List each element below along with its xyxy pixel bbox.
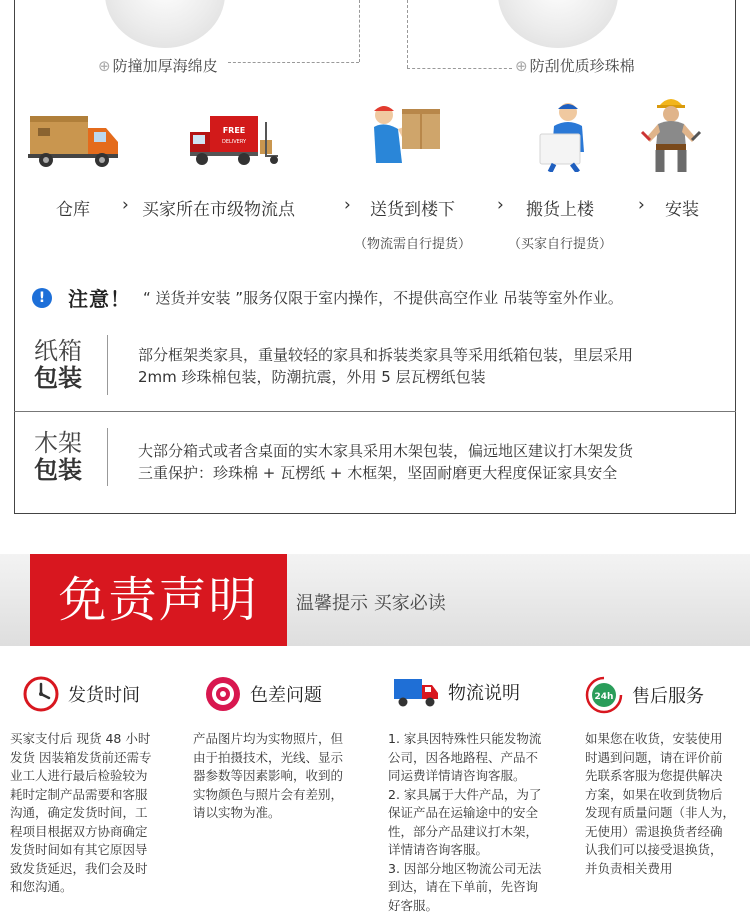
leader-line	[228, 62, 359, 63]
carton-packaging-title: 纸箱 包装	[34, 337, 82, 392]
step-arrow: ›	[122, 195, 129, 215]
step-install: 安装	[665, 200, 699, 220]
pearl-cotton-caption: ⊕ 防刮优质珍珠棉	[515, 57, 635, 75]
truck-sign-2: DELIVERY	[221, 139, 247, 145]
logistics-header: 物流说明	[392, 675, 520, 709]
section-divider	[14, 411, 736, 412]
leader-line	[407, 68, 512, 69]
notice-text: “ 送货并安装 ”服务仅限于室内操作，不提供高空作业 吊装等室外作业。	[143, 289, 623, 307]
info-icon: !	[32, 288, 52, 308]
wooden-frame-packaging-title: 木架 包装	[34, 429, 82, 484]
installer-worker-icon	[640, 94, 702, 174]
24h-badge: 24h	[594, 692, 614, 702]
disclaimer-tip: 温馨提示 买家必读	[296, 593, 446, 614]
divider-bar	[107, 428, 108, 486]
carton-packaging-text: 部分框架类家具，重量较轻的家具和拆装类家具等采用纸箱包装，里层采用 2mm 珍珠棉包装，防潮抗震，外用 5 层瓦楞纸包装	[138, 346, 634, 386]
worker-carrying-box-upstairs-icon	[528, 100, 600, 172]
color-difference-text: 产品图片均为实物照片，但 由于拍摄技术，光线、显示 器参数等因素影响，收到的 实物颜色与照片会有差别， 请以实物为准。	[193, 731, 344, 820]
step-arrow: ›	[344, 195, 351, 215]
leader-line	[407, 0, 408, 68]
shipping-time-text: 买家支付后 现货 48 小时 发货 因装箱发货前还需专 业工人进行最后检验较为 耗时定制产品需要和客服 沟通，确定发货时间，工 程项目根据双方协商确定 发货时间如有其它原因导 致发货延迟，我们会及时 和您沟通。	[10, 731, 152, 894]
truck-sign: FREE	[222, 126, 246, 135]
step-arrow: ›	[497, 195, 504, 215]
step-arrow: ›	[638, 195, 645, 215]
packaging-frame	[14, 0, 736, 514]
wooden-frame-packaging-text: 大部分箱式或者含桌面的实木家具采用木架包装，偏远地区建议打木架发货 三重保护：珍珠棉 + 瓦楞纸 + 木框架，坚固耐磨更大程度保证家具安全	[138, 442, 634, 482]
step-warehouse: 仓库	[56, 200, 90, 220]
warehouse-truck-icon	[28, 110, 120, 170]
sponge-caption: ⊕ 防撞加厚海绵皮	[98, 57, 218, 75]
24h-service-icon	[584, 675, 624, 715]
step-city-logistics: 买家所在市级物流点	[142, 200, 295, 220]
after-sales-header: 24h 售后服务	[584, 675, 704, 715]
shipping-time-header: 发货时间	[22, 675, 140, 713]
free-delivery-truck-icon	[188, 112, 280, 174]
camera-lens-icon	[204, 675, 242, 713]
notice-title: 注意！	[68, 287, 131, 311]
truck-icon	[392, 675, 440, 709]
sub-note-buyer-pickup: （买家自行提货）	[508, 237, 613, 252]
color-difference-header: 色差问题	[204, 675, 322, 713]
step-upstairs: 搬货上楼	[526, 200, 594, 220]
disclaimer-title: 免责声明	[30, 554, 287, 646]
divider-bar	[107, 335, 108, 395]
disclaimer-banner	[0, 554, 750, 646]
step-downstairs: 送货到楼下	[370, 200, 455, 220]
logistics-text: 1. 家具因特殊性只能发物流 公司，因各地路程、产品不 同运费详情请咨询客服。 2. 家具属于大件产品，为了 保证产品在运输途中的安全 性，部分产品建议打木架， 详情请咨询客服。 3. 因部分地区物流公司无法 到达，请在下单前，先咨询 好客服。	[388, 731, 542, 913]
courier-carrying-box-icon	[368, 103, 444, 171]
sub-note-self-pickup-logistics: （物流需自行提货）	[354, 237, 472, 252]
clock-icon	[22, 675, 60, 713]
notice-row	[32, 283, 623, 312]
leader-line	[359, 0, 360, 62]
after-sales-text: 如果您在收货，安装使用 时遇到问题，请在评价前 先联系客服为您提供解决 方案，如果在收到货物后 发现有质量问题（非人为， 无使用）需退换货者经确 认我们可以接受退换货， 并负责相关费用	[585, 731, 736, 876]
